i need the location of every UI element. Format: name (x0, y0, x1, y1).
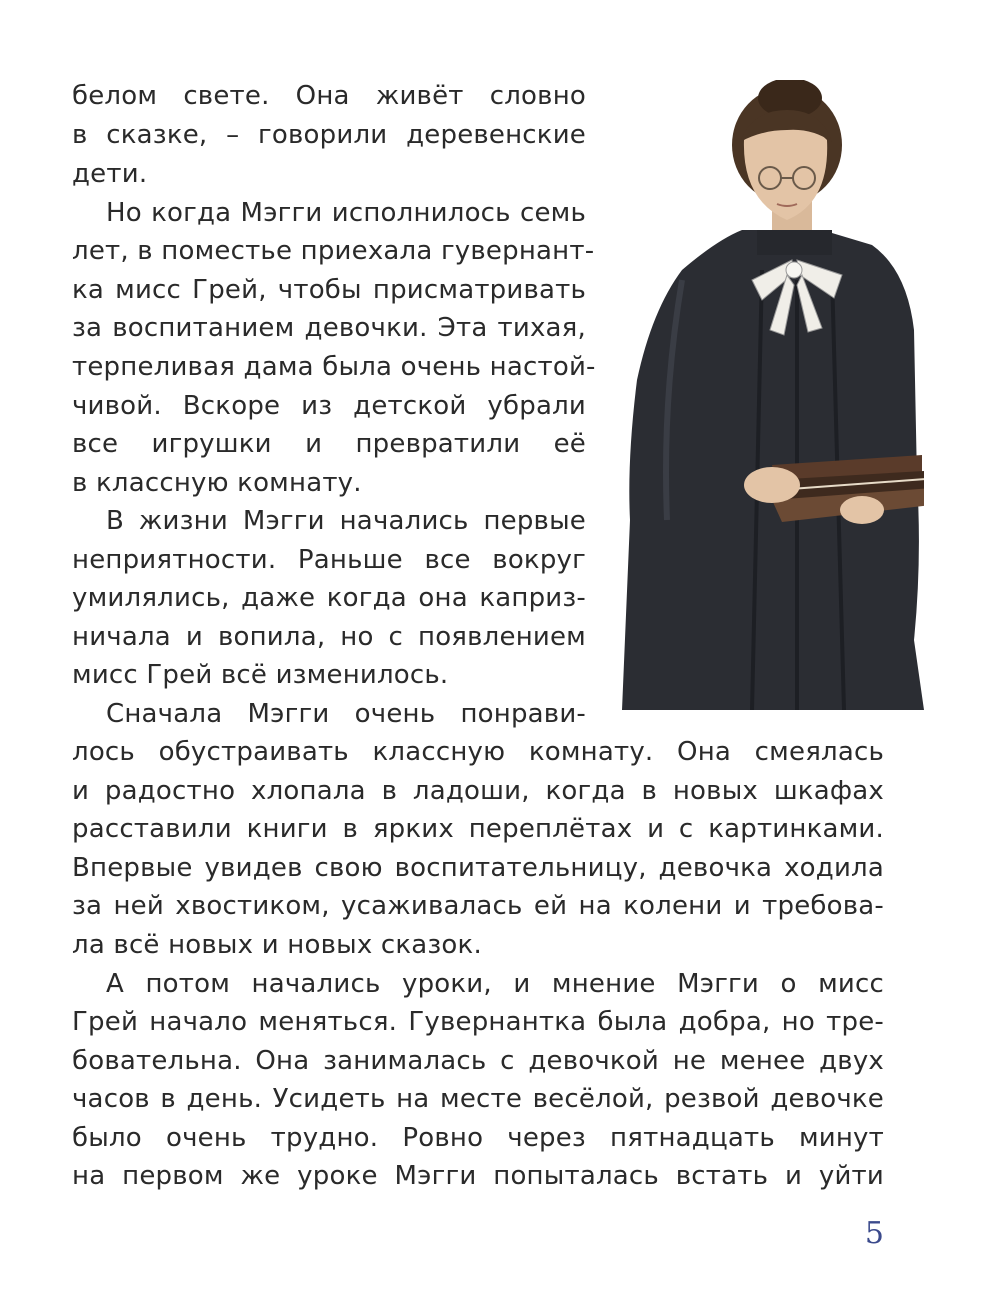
governess-illustration (622, 80, 924, 710)
text-line: умилялись, даже когда она каприз- (72, 583, 586, 613)
text-line: расставили книги в ярких переплётах и с картинками. (72, 814, 884, 844)
text-line: мисс Грей всё изменилось. (72, 660, 449, 690)
text-line: терпеливая дама была очень настой- (72, 352, 596, 382)
text-line: и радостно хлопала в ладоши, когда в новых шкафах (72, 776, 884, 806)
text-line: Впервые увидев свою воспитательницу, девочка ходила (72, 853, 884, 883)
text-line: лось обустраивать классную комнату. Она смеялась (72, 737, 884, 767)
text-line: белом свете. Она живёт словно (72, 81, 586, 111)
text-line: за ней хвостиком, усаживалась ей на колени и требова- (72, 891, 884, 921)
text-line: ка мисс Грей, чтобы присматривать (72, 275, 586, 305)
text-line: Грей начало меняться. Гувернантка была добра, но тре- (72, 1007, 884, 1037)
text-line: В жизни Мэгги начались первые (106, 506, 586, 536)
text-line: Сначала Мэгги очень понрави- (106, 699, 586, 729)
page-number: 5 (864, 1216, 884, 1251)
text-line: на первом же уроке Мэгги попыталась встать и уйти (72, 1161, 884, 1191)
text-line: в классную комнату. (72, 468, 362, 498)
text-line: ла всё новых и новых сказок. (72, 930, 482, 960)
text-line: часов в день. Усидеть на месте весёлой, резвой девочке (72, 1084, 884, 1114)
text-line: было очень трудно. Ровно через пятнадцать минут (72, 1123, 884, 1153)
text-line: все игрушки и превратили её (72, 429, 586, 459)
text-line: Но когда Мэгги исполнилось семь (106, 198, 586, 228)
text-line: бовательна. Она занималась с девочкой не менее двух (72, 1046, 884, 1076)
text-line: в сказке, – говорили деревенские (72, 120, 586, 150)
text-line: А потом начались уроки, и мнение Мэгги о мисс (106, 969, 884, 999)
text-line: лет, в поместье приехала гувернант- (72, 236, 595, 266)
text-line: дети. (72, 159, 148, 189)
text-line: чивой. Вскоре из детской убрали (72, 391, 586, 421)
text-line: за воспитанием девочки. Эта тихая, (72, 313, 586, 343)
text-line: ничала и вопила, но с появлением (72, 622, 586, 652)
text-line: неприятности. Раньше все вокруг (72, 545, 586, 575)
